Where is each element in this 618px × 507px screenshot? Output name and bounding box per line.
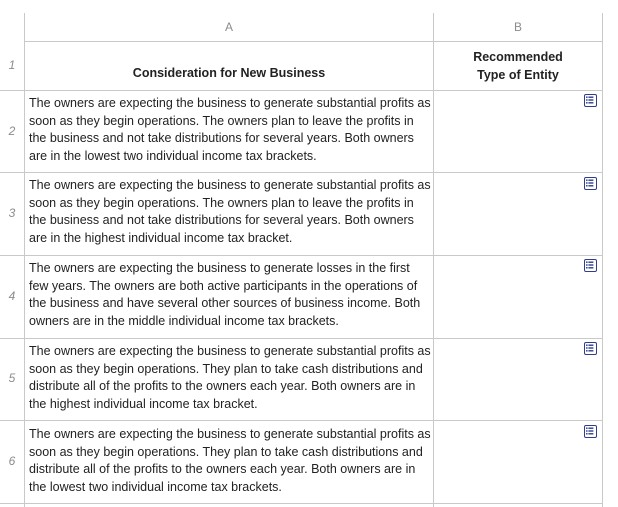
row-4-entity-select[interactable] [434, 256, 602, 338]
row-5-description: The owners are expecting the business to generate substantial profits as soon as they begin operations. They plan to take cash distributions and distribute all of the profits to the owners each year. Both owners are in the highest individual income tax bracket. [29, 344, 431, 411]
row-5-entity-select[interactable] [434, 339, 602, 420]
row-6-entity-select[interactable] [434, 421, 602, 503]
row-number-1: 1 [8, 58, 16, 72]
row-number-5: 5 [8, 371, 16, 385]
list-select-icon[interactable] [584, 342, 597, 355]
grid-line-col-header [24, 41, 603, 42]
row-4-description: The owners are expecting the business to generate losses in the first few years. The owners are both active participants in the operations of the business and have several other sources of business income. Both owners are in the middle individual income tax brackets. [29, 261, 421, 328]
column-header-b[interactable]: B [513, 20, 522, 34]
consideration-header: Consideration for New Business [132, 66, 326, 80]
grid-line-right [602, 13, 603, 507]
row-number-2: 2 [8, 124, 16, 138]
row-number-6: 6 [8, 454, 16, 468]
list-select-icon[interactable] [584, 425, 597, 438]
row-number-4: 4 [8, 289, 16, 303]
list-select-icon[interactable] [584, 94, 597, 107]
row-3-entity-select[interactable] [434, 173, 602, 255]
entity-type-header-line2: Type of Entity [477, 68, 559, 82]
row-2-description: The owners are expecting the business to generate substantial profits as soon as they begin operations. The owners plan to leave the profits in the business and not take distributions for several years. Both owners are in the lowest two individual income tax brackets. [29, 96, 431, 163]
entity-type-header-line1: Recommended [473, 50, 563, 64]
grid-line-row6 [0, 503, 603, 504]
row-2-entity-select[interactable] [434, 91, 602, 172]
column-header-a[interactable]: A [224, 20, 233, 34]
row-3-description: The owners are expecting the business to generate substantial profits as soon as they begin operations. The owners plan to leave the profits in the business and not take distributions for several years. Both owners are in the highest individual income tax bracket. [29, 178, 431, 245]
list-select-icon[interactable] [584, 177, 597, 190]
row-6-description: The owners are expecting the business to generate substantial profits as soon as they begin operations. They plan to take cash distributions and distribute all of the profits to the owners each year. Both owners are in the lowest two individual income tax brackets. [29, 427, 431, 494]
entity-type-header [434, 48, 602, 84]
row-number-3: 3 [8, 206, 16, 220]
grid-line-rownum [24, 13, 25, 507]
list-select-icon[interactable] [584, 259, 597, 272]
